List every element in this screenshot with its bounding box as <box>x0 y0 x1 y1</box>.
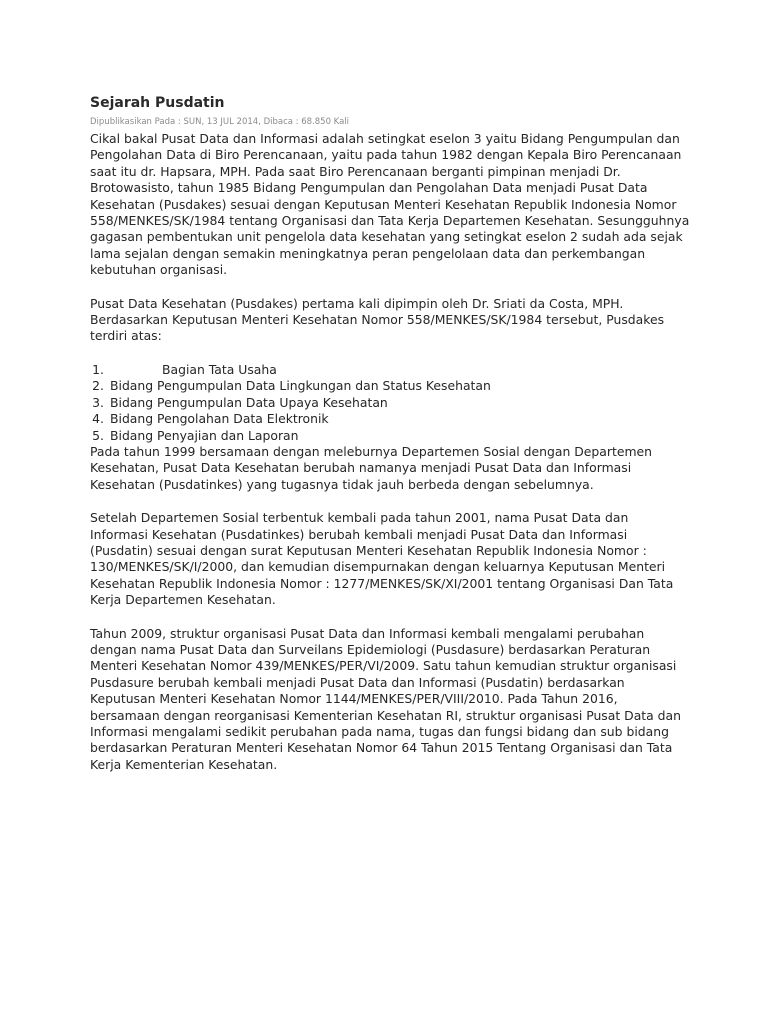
list-item-number: 3. <box>92 394 104 410</box>
list-item <box>90 395 690 411</box>
paragraph-1: Cikal bakal Pusat Data dan Informasi adalah setingkat eselon 3 yaitu Bidang Pengumpulan dan Pengolahan Data di Biro Perencanaan, yaitu pada tahun 1982 dengan Kepala Biro Perencanaan saat itu dr. Hapsara, MPH. Pada saat Biro Perencanaan berganti pimpinan menjadi Dr. Brotowasisto, tahun 1985 Bidang Pengumpulan dan Pengolahan Data menjadi Pusat Data Kesehatan (Pusdakes) sesuai dengan Keputusan Menteri Kesehatan Republik Indonesia Nomor 558/MENKES/SK/1984 tentang Organisasi dan Tata Kerja Departemen Kesehatan. Sesungguhnya gagasan pembentukan unit pengelola data kesehatan yang setingkat eselon 2 sudah ada sejak lama sejalan dengan semakin meningkatnya peran pengelolaan data dan perkembangan kebutuhan organisasi. <box>90 131 690 278</box>
paragraph-3: Pada tahun 1999 bersamaan dengan meleburnya Departemen Sosial dengan Departemen Kesehatan, Pusat Data Kesehatan berubah namanya menjadi Pusat Data dan Informasi Kesehatan (Pusdatinkes) yang tugasnya tidak jauh berbeda dengan sebelumnya. <box>90 443 653 492</box>
list-item-text: Bidang Pengumpulan Data Lingkungan dan Status Kesehatan <box>110 378 491 394</box>
unit-list <box>90 362 690 444</box>
article-title: Sejarah Pusdatin <box>90 95 225 111</box>
article <box>90 94 690 773</box>
paragraph-2: Pusat Data Kesehatan (Pusdakes) pertama kali dipimpin oleh Dr. Sriati da Costa, MPH. Berdasarkan Keputusan Menteri Kesehatan Nomor 558/MENKES/SK/1984 tersebut, Pusdakes terdiri atas: <box>90 295 665 344</box>
list-item-number: 2. <box>92 378 104 394</box>
list-item <box>90 411 690 427</box>
paragraph-5: Tahun 2009, struktur organisasi Pusat Data dan Informasi kembali mengalami perubahan dengan nama Pusat Data dan Surveilans Epidemiologi (Pusdasure) berdasarkan Peraturan Menteri Kesehatan Nomor 439/MENKES/PER/VI/2009. Satu tahun kemudian struktur organisasi Pusdasure berubah kembali menjadi Pusat Data dan Informasi (Pusdatin) berdasarkan Keputusan Menteri Kesehatan Nomor 1144/MENKES/PER/VIII/2010. Pada Tahun 2016, bersamaan dengan reorganisasi Kementerian Kesehatan RI, struktur organisasi Pusat Data dan Informasi mengalami sedikit perubahan pada nama, tugas dan fungsi bidang dan sub bidang berdasarkan Peraturan Menteri Kesehatan Nomor 64 Tahun 2015 Tentang Organisasi dan Tata Kerja Kementerian Kesehatan. <box>90 625 681 772</box>
list-item <box>90 428 690 444</box>
list-item <box>90 378 690 394</box>
list-item-text: Bidang Pengumpulan Data Upaya Kesehatan <box>110 394 388 410</box>
paragraph-gap <box>90 345 690 362</box>
list-item-number: 1. <box>92 361 104 377</box>
article-meta: Dipublikasikan Pada : SUN, 13 JUL 2014, Dibaca : 68.850 Kali <box>90 117 350 127</box>
list-item <box>90 362 690 378</box>
list-item-number: 5. <box>92 427 104 443</box>
list-item-text: Bagian Tata Usaha <box>162 361 277 377</box>
list-item-text: Bidang Penyajian dan Laporan <box>110 427 299 443</box>
paragraph-gap <box>90 609 690 626</box>
paragraph-4: Setelah Departemen Sosial terbentuk kembali pada tahun 2001, nama Pusat Data dan Informasi Kesehatan (Pusdatinkes) berubah kembali menjadi Pusat Data dan Informasi (Pusdatin) sesuai dengan surat Keputusan Menteri Kesehatan Republik Indonesia Nomor : 130/MENKES/SK/I/2000, dan kemudian disempurnakan dengan keluarnya Keputusan Menteri Kesehatan Republik Indonesia Nomor : 1277/MENKES/SK/XI/2001 tentang Organisasi Dan Tata Kerja Departemen Kesehatan. <box>90 510 674 608</box>
list-item-text: Bidang Pengolahan Data Elektronik <box>110 411 329 427</box>
paragraph-gap <box>90 493 690 510</box>
paragraph-gap <box>90 279 690 296</box>
list-item-number: 4. <box>92 411 104 427</box>
